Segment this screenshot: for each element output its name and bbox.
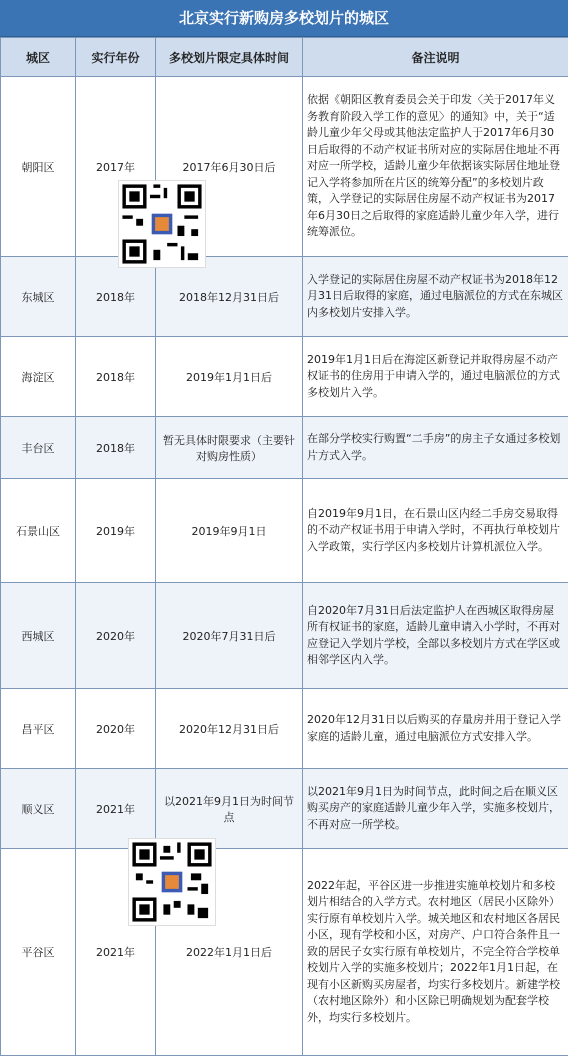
header-district: 城区 — [1, 38, 76, 77]
qr-code-graphic — [129, 839, 215, 925]
header-year: 实行年份 — [76, 38, 156, 77]
time-cell: 暂无具体时限要求（主要针对购房性质） — [156, 417, 303, 479]
note-cell: 依据《朝阳区教育委员会关于印发〈关于2017年义务教育阶段入学工作的意见〉的通知》中，关于“适龄儿童少年父母或其他法定监护人于2017年6月30日后取得的不动产权证书所对应的实际居住地址不再对应一所学校，适龄儿童少年依据该实际居住地址登记入学将参加所在片区的统筹分配”的多校划片政策，入学登记的实际居住房屋不动产权证书为2017年6月30日之后取得的家庭适龄儿童少年入学，进行统筹派位。 — [303, 77, 568, 257]
note-cell: 2022年起，平谷区进一步推进实施单校划片和多校划片相结合的入学方式。农村地区（居民小区除外）实行原有单校划片入学。城关地区和农村地区各居民小区，现有学校和小区，对房产、户口符合条件且一致的居民子女实行原有单校划片，不完全符合学校单校划片入学的实施多校划片；2022年1月1日起，在现有小区新购买房屋者，均实行多校划片。新建学校（农村地区除外）和小区除已明确规划为配套学校外，均实行多校划片。 — [303, 849, 568, 1056]
year-cell: 2018年 — [76, 417, 156, 479]
time-cell: 2022年1月1日后 — [156, 849, 303, 1056]
year-cell: 2018年 — [76, 257, 156, 337]
qr-code-image — [128, 838, 216, 926]
district-cell: 东城区 — [1, 257, 76, 337]
table-row — [1, 769, 568, 849]
note-cell: 自2020年7月31日后法定监护人在西城区取得房屋所有权证书的家庭，适龄儿童申请入小学时，不再对应登记入学划片学校，全部以多校划片方式在学区或相邻学区内入学。 — [303, 583, 568, 689]
year-cell: 2020年 — [76, 689, 156, 769]
district-cell: 西城区 — [1, 583, 76, 689]
district-cell: 朝阳区 — [1, 77, 76, 257]
qr-code-graphic — [119, 181, 205, 267]
time-cell: 2019年1月1日后 — [156, 337, 303, 417]
district-cell: 平谷区 — [1, 849, 76, 1056]
time-cell: 2017年6月30日后 — [156, 77, 303, 257]
table-row — [1, 849, 568, 1056]
year-cell: 2021年 — [76, 849, 156, 1056]
table-row — [1, 337, 568, 417]
note-cell: 入学登记的实际居住房屋不动产权证书为2018年12月31日后取得的家庭，通过电脑派位的方式在东城区内多校划片安排入学。 — [303, 257, 568, 337]
district-cell: 海淀区 — [1, 337, 76, 417]
year-cell: 2020年 — [76, 583, 156, 689]
time-cell: 2018年12月31日后 — [156, 257, 303, 337]
time-cell: 2020年7月31日后 — [156, 583, 303, 689]
district-cell: 石景山区 — [1, 479, 76, 583]
header-note: 备注说明 — [303, 38, 568, 77]
time-cell: 2019年9月1日 — [156, 479, 303, 583]
table-row — [1, 257, 568, 337]
table-row — [1, 77, 568, 257]
year-cell: 2021年 — [76, 769, 156, 849]
header-time: 多校划片限定具体时间 — [156, 38, 303, 77]
note-cell: 2019年1月1日后在海淀区新登记并取得房屋不动产权证书的住房用于申请入学的，通过电脑派位的方式多校划片入学。 — [303, 337, 568, 417]
district-cell: 昌平区 — [1, 689, 76, 769]
table-row — [1, 417, 568, 479]
time-cell: 以2021年9月1日为时间节点 — [156, 769, 303, 849]
note-cell: 在部分学校实行购置“二手房”的房主子女通过多校划片方式入学。 — [303, 417, 568, 479]
district-cell: 顺义区 — [1, 769, 76, 849]
year-cell: 2019年 — [76, 479, 156, 583]
district-cell: 丰台区 — [1, 417, 76, 479]
table-row — [1, 583, 568, 689]
time-cell: 2020年12月31日后 — [156, 689, 303, 769]
header-row — [1, 38, 568, 77]
policy-table — [0, 37, 568, 1056]
note-cell: 以2021年9月1日为时间节点，此时间之后在顺义区购买房产的家庭适龄儿童少年入学，实施多校划片，不再对应一所学校。 — [303, 769, 568, 849]
year-cell: 2017年 — [76, 77, 156, 257]
qr-code-image — [118, 180, 206, 268]
table-title: 北京实行新购房多校划片的城区 — [0, 0, 568, 37]
note-cell: 2020年12月31日以后购买的存量房并用于登记入学家庭的适龄儿童，通过电脑派位方式安排入学。 — [303, 689, 568, 769]
note-cell: 自2019年9月1日，在石景山区内经二手房交易取得的不动产权证书用于申请入学时，不再执行单校划片入学政策，实行学区内多校划片计算机派位入学。 — [303, 479, 568, 583]
table-row — [1, 689, 568, 769]
year-cell: 2018年 — [76, 337, 156, 417]
table-row — [1, 479, 568, 583]
